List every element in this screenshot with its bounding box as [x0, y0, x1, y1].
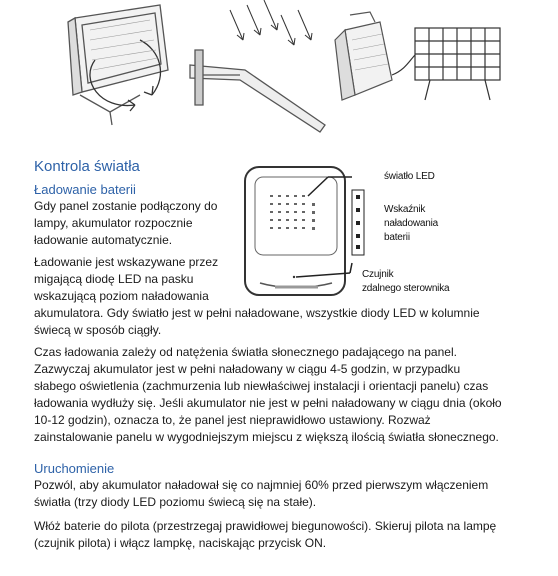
- remote-sensor-label-1: Czujnik: [362, 269, 394, 280]
- battery-indicator-label-3: baterii: [384, 232, 410, 243]
- lamp-rotation-illustration: [40, 0, 190, 130]
- led-light-label: światło LED: [384, 171, 435, 182]
- lamp-solar-panel-illustration: [330, 0, 530, 110]
- charging-paragraph-3: Czas ładowania zależy od natężenia światła słonecznego padającego na panel. Zazwyczaj akumulator jest w pełni naładowany w ciągu 4-5 godzin, w przypadku słabego oświetlenia (zachmurzenia lub niewłaściwej instalacji i orientacji panelu) czas ładowania wydłuży się. Jeśli akumulator nie jest w pełni naładowany w ciągu dnia (około 10-12 godzin), oznacza to, że panel jest nieprawidłowo ustawiony. Rozważ zainstalowanie panelu w wygodniejszym miejscu z większą ilością światła słonecznego.: [34, 345, 502, 444]
- charging-paragraph-2a: Ładowanie jest wskazywane przez migającą diodę LED na pasku wskazującą poziom naładowania: [34, 255, 219, 303]
- startup-heading: Uruchomienie: [34, 461, 115, 476]
- battery-indicator-label-2: naładowania: [384, 218, 438, 229]
- startup-paragraph-1: Pozwól, aby akumulator naładował się co najmniej 60% przed pierwszym włączeniem światła (trzy diody LED poziomu świecą się na stałe).: [34, 478, 489, 509]
- lamp-front-diagram: [240, 165, 470, 300]
- installation-illustrations: [0, 0, 558, 150]
- charging-heading: Ładowanie baterii: [34, 182, 136, 197]
- charging-paragraph-1: Gdy panel zostanie podłączony do lampy, akumulator rozpocznie ładowanie automatycznie.: [34, 199, 218, 247]
- section-title: Kontrola światła: [34, 158, 140, 175]
- panel-sunlight-illustration: [185, 0, 335, 150]
- remote-sensor-label-2: zdalnego sterownika: [362, 283, 450, 294]
- startup-paragraph-2: Włóż baterie do pilota (przestrzegaj prawidłowej biegunowości). Skieruj pilota na lampę (czujnik pilota) i włącz lampkę, naciskając przycisk ON.: [34, 519, 497, 550]
- charging-paragraph-2b: akumulatora. Gdy światło jest w pełni naładowane, wszystkie diody LED w kolumnie świecą w sposób ciągły.: [34, 306, 480, 337]
- battery-indicator-label-1: Wskaźnik: [384, 204, 426, 215]
